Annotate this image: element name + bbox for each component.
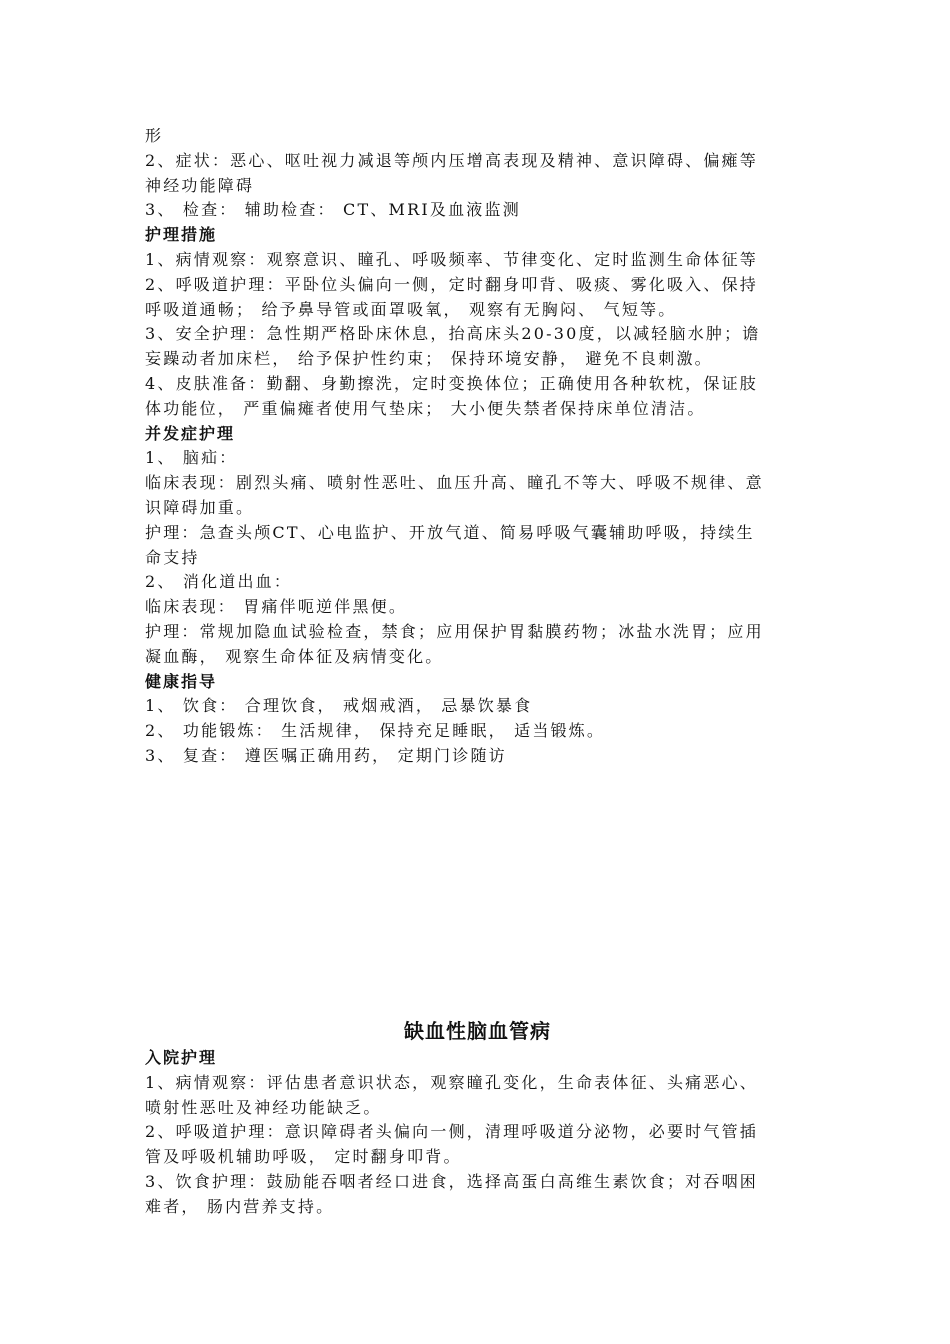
- text-line: 凝血酶， 观察生命体征及病情变化。: [145, 646, 444, 666]
- text-line: 呼吸道通畅； 给予鼻导管或面罩吸氧， 观察有无胸闷、 气短等。: [145, 299, 677, 319]
- text-line: 3、 复查： 遵医嘱正确用药， 定期门诊随访: [145, 745, 507, 765]
- text-line: 形: [145, 126, 164, 145]
- text-line: 2、 功能锻炼： 生活规律， 保持充足睡眠， 适当锻炼。: [145, 721, 606, 741]
- text-line: 3、饮食护理：鼓励能吞咽者经口进食，选择高蛋白高维生素饮食；对吞咽困: [145, 1171, 758, 1191]
- text-line: 难者， 肠内营养支持。: [145, 1196, 335, 1216]
- text-line: 命支持: [145, 547, 200, 567]
- heading-nursing-measures: 护理措施: [145, 225, 218, 245]
- text-line: 2、症状：恶心、呕吐视力减退等颅内压增高表现及精神、意识障碍、偏瘫等: [145, 150, 758, 170]
- heading-admission-care: 入院护理: [145, 1048, 218, 1067]
- text-line: 1、病情观察：评估患者意识状态，观察瞳孔变化，生命表体征、头痛恶心、: [145, 1072, 758, 1092]
- text-line: 体功能位， 严重偏瘫者使用气垫床； 大小便失禁者保持床单位清洁。: [145, 398, 706, 418]
- text-line: 妄躁动者加床栏， 给予保护性约束； 保持环境安静， 避免不良刺激。: [145, 349, 713, 369]
- text-line: 临床表现： 胃痛伴呃逆伴黑便。: [145, 597, 408, 617]
- heading-complication-care: 并发症护理: [145, 423, 236, 443]
- text-line: 喷射性恶吐及神经功能缺乏。: [145, 1097, 382, 1117]
- text-line: 3、 检查： 辅助检查： CT、MRI及血液监测: [145, 200, 521, 220]
- document-body-part2: [145, 1016, 810, 1220]
- text-line: 3、安全护理：急性期严格卧床休息，抬高床头20-30度，以减轻脑水肿；谵: [145, 324, 761, 344]
- text-line: 2、呼吸道护理：意识障碍者头偏向一侧，清理呼吸道分泌物，必要时气管插: [145, 1122, 758, 1142]
- text-line: 4、皮肤准备：勤翻、身勤擦洗，定时变换体位；正确使用各种软枕，保证肢: [145, 373, 758, 393]
- text-line: 1、 饮食： 合理饮食， 戒烟戒酒， 忌暴饮暴食: [145, 696, 533, 716]
- text-line: 1、 脑疝：: [145, 448, 238, 468]
- text-line: 护理：常规加隐血试验检查，禁食；应用保护胃黏膜药物；冰盐水洗胃；应用: [145, 621, 764, 641]
- text-line: 护理：急查头颅CT、心电监护、开放气道、简易呼吸气囊辅助呼吸，持续生: [145, 522, 755, 542]
- text-line: 识障碍加重。: [145, 497, 255, 517]
- section-title: 缺血性脑血管病: [404, 1019, 551, 1043]
- text-line: 2、 消化道出血：: [145, 572, 293, 592]
- document-body-part1: [145, 124, 810, 769]
- text-line: 临床表现：剧烈头痛、喷射性恶吐、血压升高、瞳孔不等大、呼吸不规律、意: [145, 473, 764, 493]
- text-line: 神经功能障碍: [145, 175, 255, 195]
- text-line: 2、呼吸道护理：平卧位头偏向一侧，定时翻身叩背、吸痰、雾化吸入、保持: [145, 274, 758, 294]
- heading-health-guidance: 健康指导: [145, 671, 218, 691]
- text-line: 管及呼吸机辅助呼吸， 定时翻身叩背。: [145, 1147, 462, 1167]
- text-line: 1、病情观察：观察意识、瞳孔、呼吸频率、节律变化、定时监测生命体征等: [145, 249, 758, 269]
